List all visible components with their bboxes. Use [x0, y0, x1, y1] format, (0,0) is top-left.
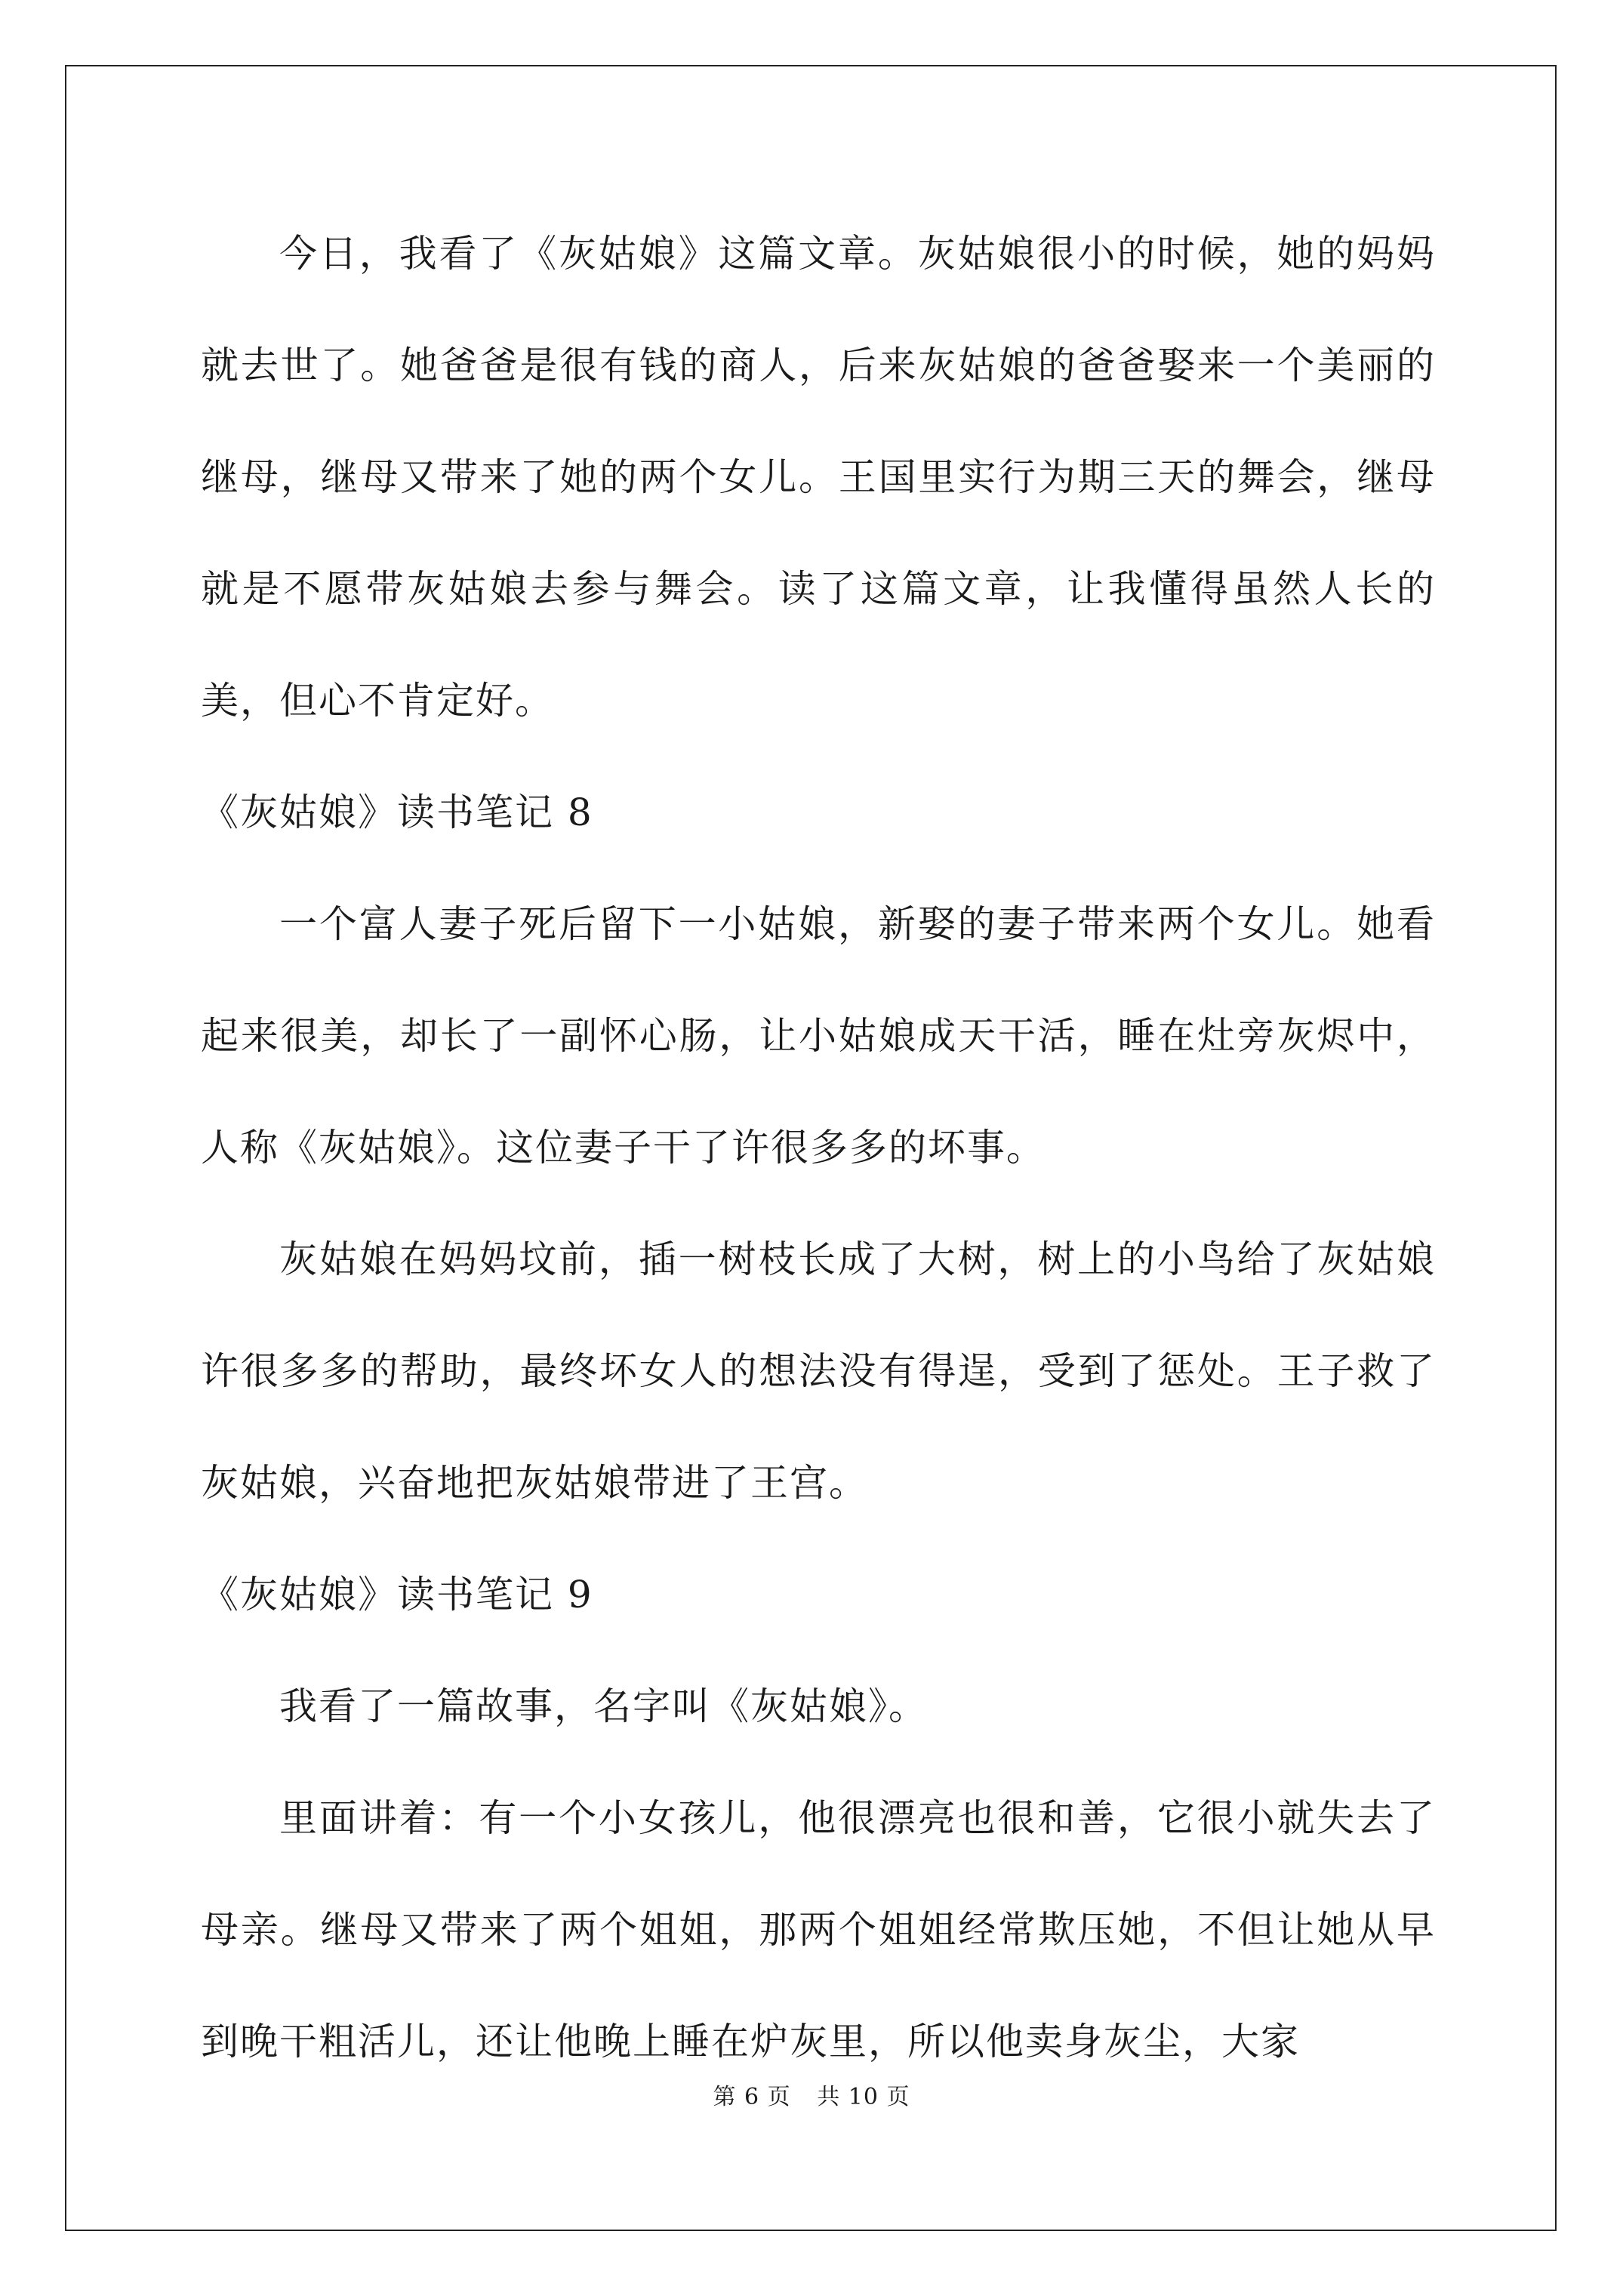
paragraph-3: 灰姑娘在妈妈坟前，插一树枝长成了大树，树上的小鸟给了灰姑娘许很多多的帮助，最终坏女人的想法没有得逞，受到了惩处。王子救了灰姑娘，兴奋地把灰姑娘带进了王宫。: [201, 1237, 1436, 1505]
section-heading-8: 《灰姑娘》读书笔记 8: [201, 791, 593, 834]
paragraph-5: 里面讲着：有一个小女孩儿，他很漂亮也很和善，它很小就失去了母亲。继母又带来了两个姐姐，那两个姐姐经常欺压她，不但让她从早到晚干粗活儿，还让他晚上睡在炉灰里，所以他卖身灰尘，大家: [201, 1796, 1436, 2063]
section-heading-9: 《灰姑娘》读书笔记 9: [201, 1573, 593, 1616]
paragraph-1: 今日，我看了《灰姑娘》这篇文章。灰姑娘很小的时候，她的妈妈就去世了。她爸爸是很有钱的商人，后来灰姑娘的爸爸娶来一个美丽的继母，继母又带来了她的两个女儿。王国里实行为期三天的舞会，继母就是不愿带灰姑娘去参与舞会。读了这篇文章，让我懂得虽然人长的美，但心不肯定好。: [201, 232, 1436, 723]
paragraph-4: 我看了一篇故事，名字叫《灰姑娘》。: [279, 1684, 928, 1728]
document-body: [201, 198, 1436, 2097]
page-number-current: 第 6 页: [713, 2084, 791, 2110]
paragraph-2: 一个富人妻子死后留下一小姑娘，新娶的妻子带来两个女儿。她看起来很美，却长了一副怀心肠，让小姑娘成天干活，睡在灶旁灰烬中，人称《灰姑娘》。这位妻子干了许很多多的坏事。: [201, 902, 1436, 1170]
page-number-total: 共 10 页: [817, 2084, 910, 2110]
page-footer: [0, 2078, 1623, 2111]
